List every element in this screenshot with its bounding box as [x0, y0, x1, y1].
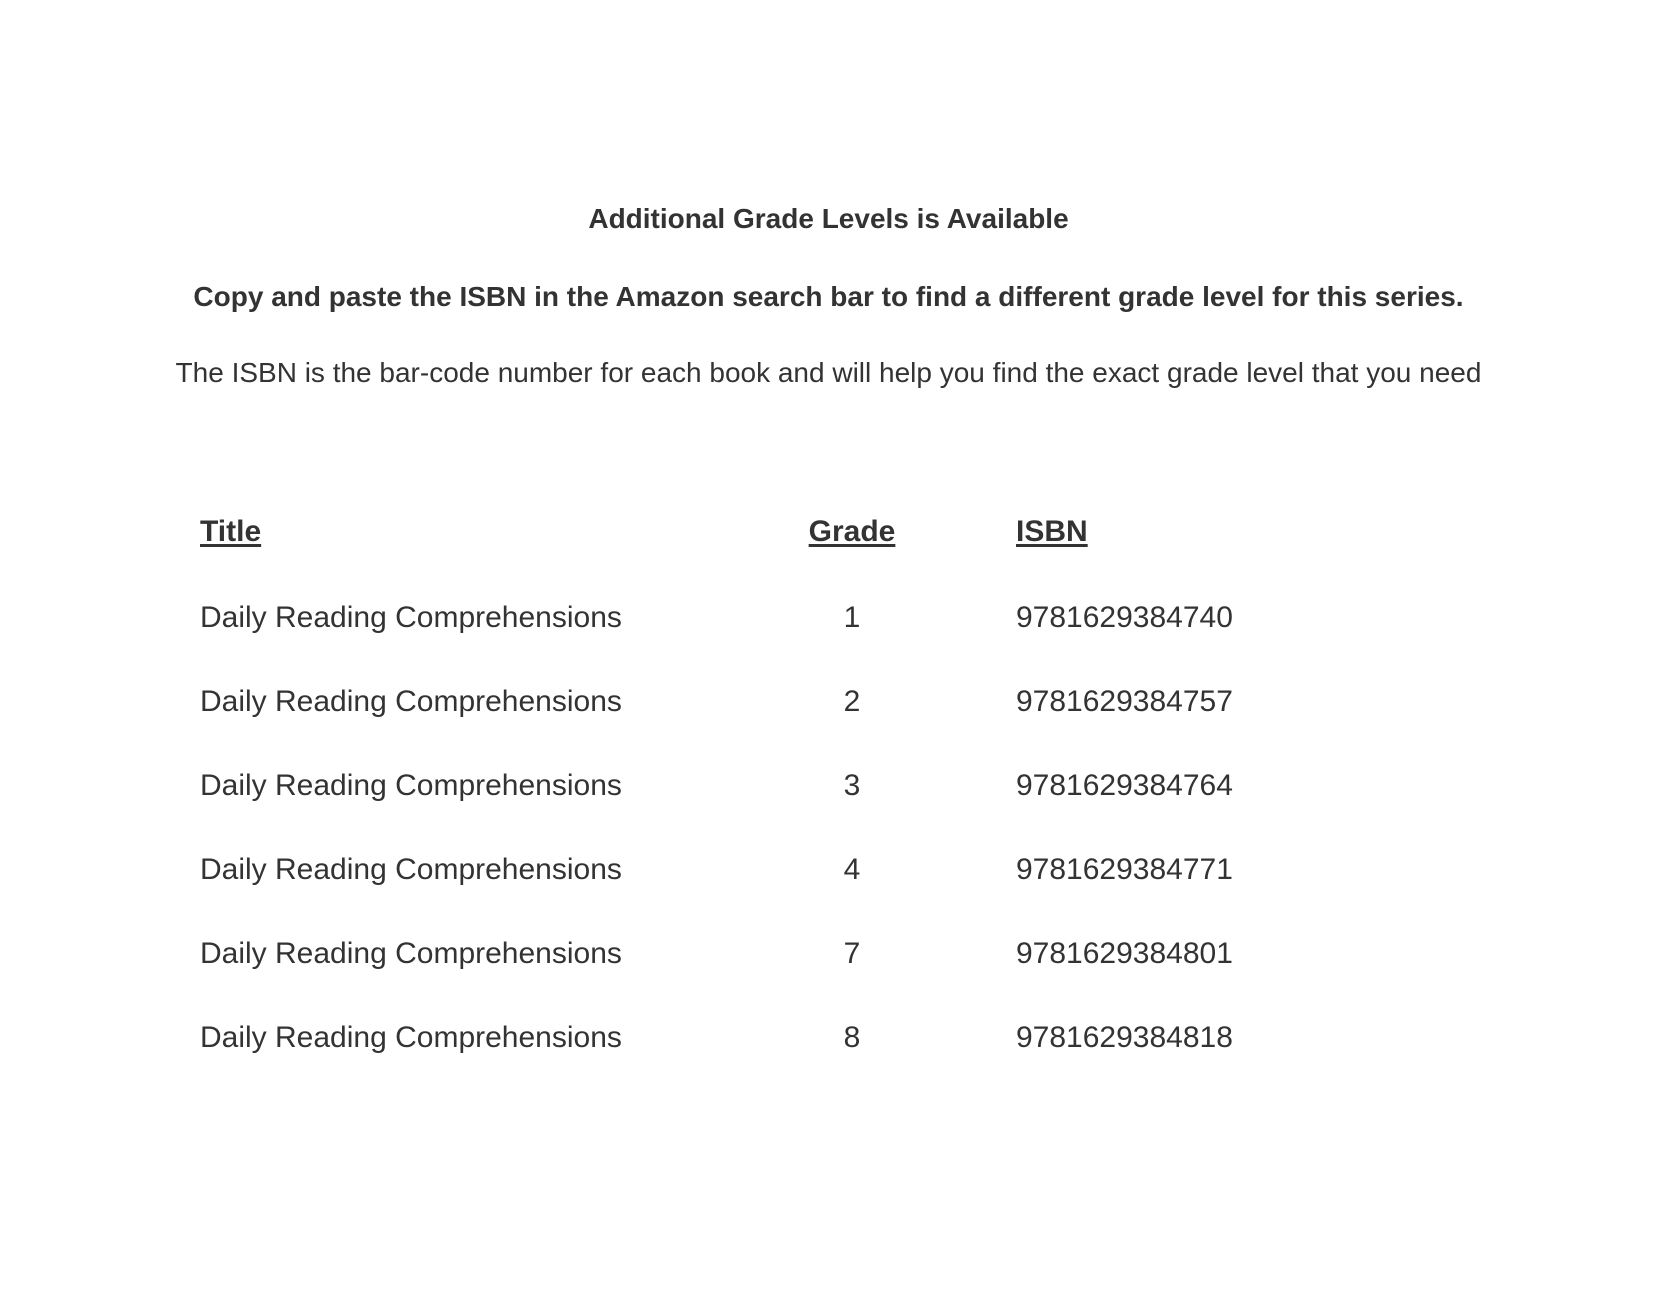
column-header-grade: Grade — [808, 515, 896, 548]
isbn-note: The ISBN is the bar-code number for each book and will help you find the exact grade level that you need — [175, 357, 1482, 388]
row-isbn-cell: 9781629384818 — [1016, 1021, 1233, 1054]
table-row — [200, 768, 1300, 852]
row-isbn-cell: 9781629384801 — [1016, 937, 1233, 970]
row-grade-cell: 2 — [843, 685, 861, 718]
table-row — [200, 852, 1300, 936]
table-header-row — [200, 514, 1300, 600]
row-title-cell: Daily Reading Comprehensions — [200, 937, 622, 970]
table-row — [200, 1020, 1300, 1104]
row-grade-cell: 7 — [843, 937, 861, 970]
row-grade-cell: 4 — [843, 853, 861, 886]
row-isbn-cell: 9781629384740 — [1016, 601, 1233, 634]
row-grade-cell: 8 — [843, 1021, 861, 1054]
row-isbn-cell: 9781629384764 — [1016, 769, 1233, 802]
row-title-cell: Daily Reading Comprehensions — [200, 685, 622, 718]
row-title-cell: Daily Reading Comprehensions — [200, 853, 622, 886]
row-isbn-cell: 9781629384757 — [1016, 685, 1233, 718]
grade-level-table — [200, 514, 1300, 1104]
table-row — [200, 600, 1300, 684]
row-title-cell: Daily Reading Comprehensions — [200, 601, 622, 634]
table-row — [200, 684, 1300, 768]
column-header-title: Title — [200, 515, 262, 548]
instruction-text: Copy and paste the ISBN in the Amazon search bar to find a different grade level for this series. — [193, 281, 1464, 312]
row-grade-cell: 1 — [843, 601, 861, 634]
page-title: Additional Grade Levels is Available — [588, 203, 1069, 234]
column-header-isbn: ISBN — [1016, 515, 1088, 548]
row-title-cell: Daily Reading Comprehensions — [200, 1021, 622, 1054]
row-title-cell: Daily Reading Comprehensions — [200, 769, 622, 802]
table-row — [200, 936, 1300, 1020]
row-grade-cell: 3 — [843, 769, 861, 802]
row-isbn-cell: 9781629384771 — [1016, 853, 1233, 886]
